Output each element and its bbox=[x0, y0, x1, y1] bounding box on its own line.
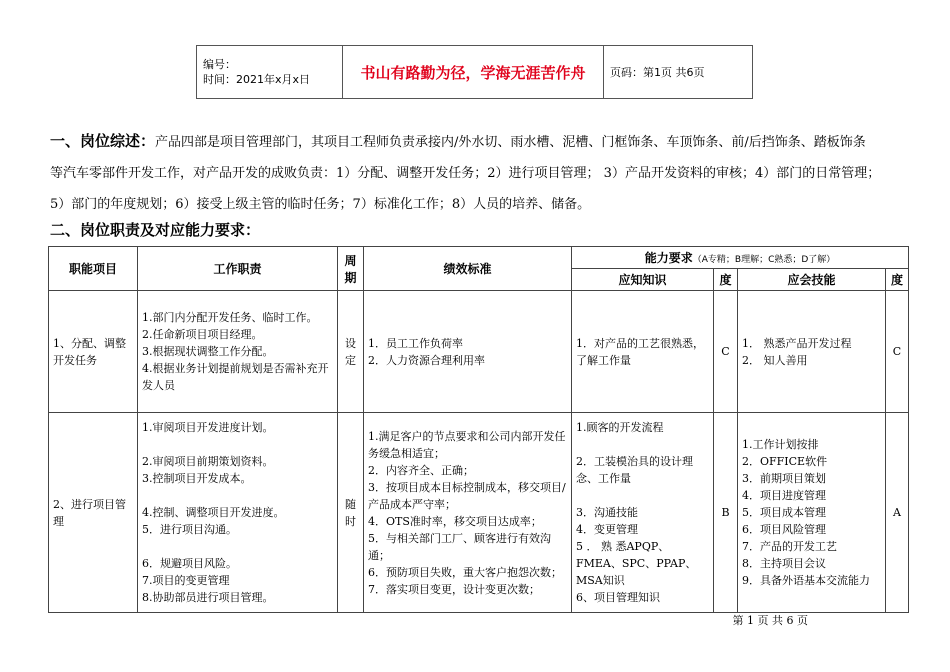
header-kpi: 绩效标准 bbox=[364, 247, 572, 291]
degree-cell: C bbox=[886, 291, 909, 413]
duty-cell-line: 3.根据现状调整工作分配。 bbox=[142, 345, 274, 358]
header-knowledge: 应知知识 bbox=[572, 269, 714, 291]
skill-cell-line: 7．产品的开发工艺 bbox=[742, 540, 837, 553]
duty-cell-line: 4.控制、调整项目开发进度。 bbox=[142, 506, 285, 519]
knowledge-cell-line: 6、项目管理知识 bbox=[576, 591, 660, 604]
duty-cell-line bbox=[142, 538, 333, 555]
skill-cell-line: 6．项目风险管理 bbox=[742, 523, 826, 536]
skill-cell-line: 1.工作计划按排 bbox=[742, 438, 819, 451]
knowledge-cell-line bbox=[576, 487, 709, 504]
duty-cell-line bbox=[142, 487, 333, 504]
header-cycle: 周期 bbox=[338, 247, 364, 291]
header-duty: 工作职责 bbox=[138, 247, 338, 291]
header-ability bbox=[572, 247, 909, 269]
kpi-cell-line: 5．与相关部门工厂、顾客进行有效沟通； bbox=[368, 531, 551, 562]
duty-cell bbox=[138, 291, 338, 413]
duty-cell-line: 2.任命新项目项目经理。 bbox=[142, 328, 263, 341]
duty-cell-line: 4.根据业务计划提前规划是否需补充开发人员 bbox=[142, 362, 329, 392]
duty-cell-line: 3.控制项目开发成本。 bbox=[142, 472, 252, 485]
skill-cell-line: 2．OFFICE软件 bbox=[742, 455, 828, 468]
header-degree-2: 度 bbox=[886, 269, 909, 291]
knowledge-cell bbox=[572, 291, 714, 413]
document-header bbox=[196, 45, 753, 99]
knowledge-cell-line: 1.顾客的开发流程 bbox=[576, 421, 664, 434]
duty-cell-line: 7.项目的变更管理 bbox=[142, 574, 230, 587]
overview-line-1: 产品四部是项目管理部门，其项目工程师负责承接内/外水切、雨水槽、泥槽、门框饰条、车顶饰条、前/后挡饰条、踏板饰条 bbox=[155, 135, 866, 150]
kpi-cell-line: 1.满足客户的节点要求和公司内部开发任务缓急相适宜； bbox=[368, 429, 566, 460]
skill-cell-line: 1． 熟悉产品开发过程 bbox=[742, 336, 852, 350]
knowledge-cell-line: 3．沟通技能 bbox=[576, 506, 638, 519]
kpi-cell bbox=[364, 291, 572, 413]
cycle-cell: 设定 bbox=[338, 291, 364, 413]
header-func: 职能项目 bbox=[49, 247, 138, 291]
kpi-cell-line: 2．人力资源合理利用率 bbox=[368, 353, 485, 367]
skill-cell-line: 2． 知人善用 bbox=[742, 353, 808, 367]
header-degree-1: 度 bbox=[714, 269, 738, 291]
knowledge-cell bbox=[572, 413, 714, 613]
ability-title: 能力要求 bbox=[644, 251, 693, 265]
duty-cell-line: 2.审阅项目前期策划资料。 bbox=[142, 455, 274, 468]
skill-cell-line: 8．主持项目会议 bbox=[742, 557, 826, 570]
duty-cell-line: 1.部门内分配开发任务、临时工作。 bbox=[142, 311, 318, 324]
kpi-cell-line: 4．OTS准时率，移交项目达成率； bbox=[368, 514, 542, 528]
kpi-cell-line: 6．预防项目失败，重大客户抱怨次数； bbox=[368, 565, 562, 579]
skill-cell bbox=[738, 291, 886, 413]
duty-cell-line: 5．进行项目沟通。 bbox=[142, 523, 237, 536]
knowledge-cell-line: 1．对产品的工艺很熟悉，了解工作量 bbox=[576, 336, 704, 367]
degree-cell: B bbox=[714, 413, 738, 613]
knowledge-cell-line bbox=[576, 436, 709, 453]
table-body bbox=[49, 291, 909, 613]
duty-cell-line: 6．规避项目风险。 bbox=[142, 557, 237, 570]
duty-cell-line: 1.审阅项目开发进度计划。 bbox=[142, 421, 274, 434]
duty-table bbox=[48, 246, 909, 613]
kpi-cell-line: 3．按项目成本目标控制成本，移交项目/产品成本严守率； bbox=[368, 480, 566, 511]
motto: 书山有路勤为径，学海无涯苦作舟 bbox=[343, 46, 604, 99]
page-footer: 第 1 页 共 6 页 bbox=[732, 614, 808, 627]
func-cell: 2、进行项目管理 bbox=[49, 413, 138, 613]
degree-cell: A bbox=[886, 413, 909, 613]
kpi-cell bbox=[364, 413, 572, 613]
kpi-cell-line: 2．内容齐全、正确； bbox=[368, 463, 474, 477]
header-meta bbox=[197, 46, 343, 99]
number-label: 编号： bbox=[203, 58, 236, 71]
header-skill: 应会技能 bbox=[738, 269, 886, 291]
skill-cell-line: 3．前期项目策划 bbox=[742, 472, 826, 485]
overview-line-3: 5）部门的年度规划；6）接受上级主管的临时任务；7）标准化工作；8）人员的培养、储备。 bbox=[50, 197, 591, 212]
degree-cell: C bbox=[714, 291, 738, 413]
section1-overview bbox=[50, 126, 920, 220]
knowledge-cell-line: 5 ． 熟 悉APQP、FMEA、SPC、PPAP、MSA知识 bbox=[576, 540, 697, 587]
duty-cell bbox=[138, 413, 338, 613]
date-label: 时间：2021年x月x日 bbox=[203, 73, 311, 86]
table-row bbox=[49, 291, 909, 413]
kpi-cell-line: 7．落实项目变更，设计变更次数； bbox=[368, 582, 540, 596]
skill-cell-line: 4．项目进度管理 bbox=[742, 489, 826, 502]
page-info: 页码：第1页 共6页 bbox=[604, 46, 753, 99]
knowledge-cell-line: 2．工装模治具的设计理念、工作量 bbox=[576, 455, 693, 485]
section1-title: 一、岗位综述： bbox=[50, 132, 156, 150]
duty-cell-line bbox=[142, 436, 333, 453]
duty-cell-line: 8.协助部员进行项目管理。 bbox=[142, 591, 274, 604]
cycle-cell: 随时 bbox=[338, 413, 364, 613]
overview-line-2: 等汽车零部件开发工作，对产品开发的成败负责：1）分配、调整开发任务；2）进行项目管理； 3）产品开发资料的审核；4）部门的日常管理； bbox=[50, 166, 881, 181]
func-cell: 1、分配、调整开发任务 bbox=[49, 291, 138, 413]
ability-note: （A专精；B理解；C熟悉；D了解） bbox=[692, 255, 836, 265]
kpi-cell-line: 1．员工工作负荷率 bbox=[368, 336, 463, 350]
section2-title: 二、岗位职责及对应能力要求： bbox=[50, 221, 261, 239]
table-row bbox=[49, 413, 909, 613]
skill-cell-line: 9．具备外语基本交流能力 bbox=[742, 574, 870, 587]
knowledge-cell-line: 4．变更管理 bbox=[576, 523, 638, 536]
skill-cell-line: 5．项目成本管理 bbox=[742, 506, 826, 519]
skill-cell bbox=[738, 413, 886, 613]
